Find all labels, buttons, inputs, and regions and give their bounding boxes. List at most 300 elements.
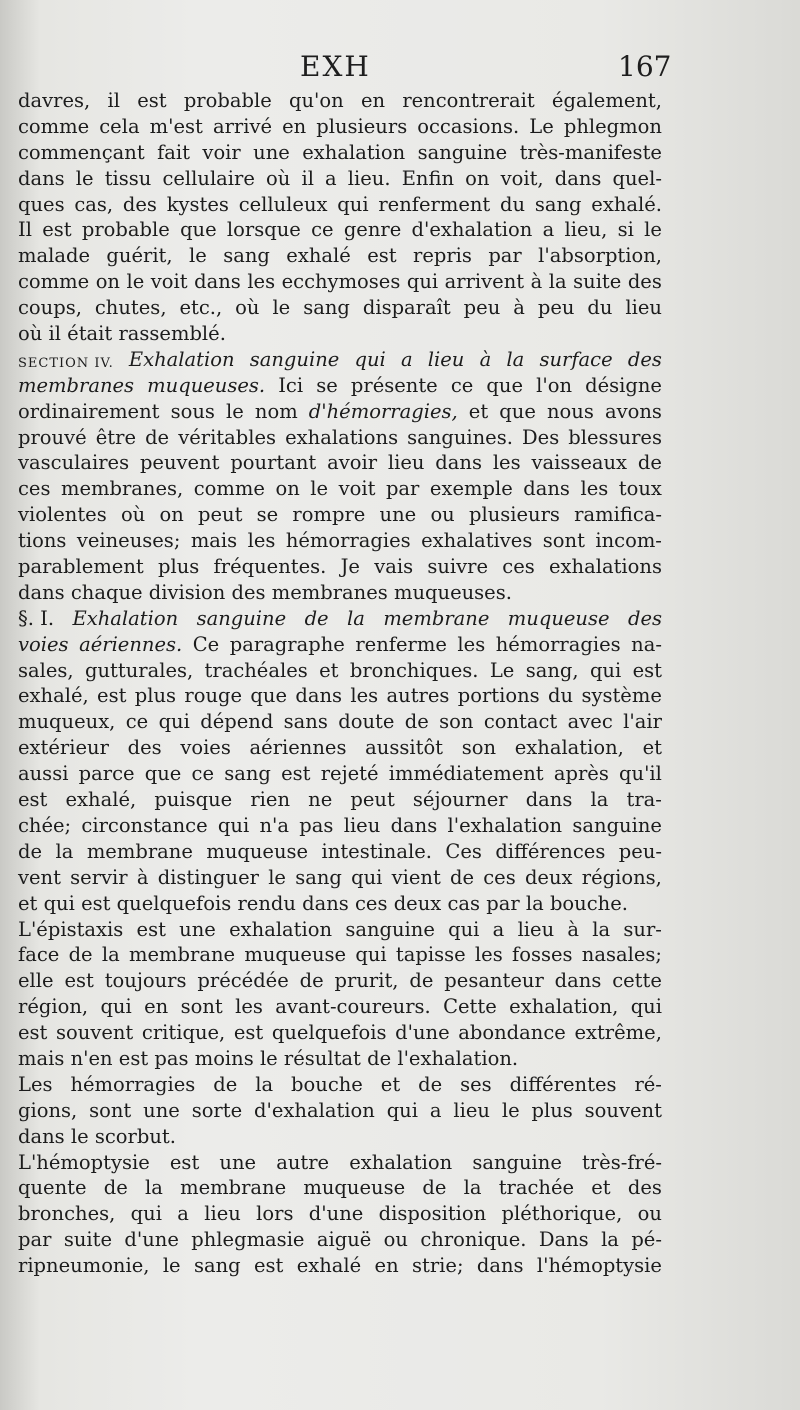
word: ordinairement (18, 399, 160, 423)
paragraph-title-word: muqueuse (507, 606, 610, 630)
word: on (465, 166, 490, 190)
section-title-word: à (479, 347, 492, 371)
word: plus (531, 1098, 573, 1122)
body-text (18, 88, 662, 1279)
word: arrivent (444, 270, 525, 294)
word: voit, (500, 166, 544, 190)
word: ses (460, 1072, 492, 1096)
word: rendu (237, 891, 303, 915)
word: muqueuse (303, 1176, 406, 1200)
word: les (457, 632, 486, 656)
word: plusieurs (468, 503, 560, 527)
text-line (18, 1098, 662, 1124)
word: dans (390, 813, 438, 837)
word: lieu (343, 813, 381, 837)
word: être (95, 425, 136, 449)
word: pourtant (230, 451, 317, 475)
word: vaisseaux (531, 451, 628, 475)
word: nom (254, 399, 298, 423)
text-line (18, 88, 662, 114)
word: suivre (427, 555, 489, 579)
word: lorsque (226, 218, 301, 242)
word: la (592, 917, 611, 941)
word: que (180, 218, 217, 242)
paragraph-title-word: membrane (383, 606, 490, 630)
word: des (627, 270, 662, 294)
word: dans (18, 1124, 71, 1148)
word: m'est (149, 114, 203, 138)
word: abondance (458, 1021, 566, 1045)
section-label: SECTION IV. (18, 355, 114, 371)
text-line (18, 891, 662, 917)
word: hémorragies (285, 529, 411, 553)
word: désigne (585, 373, 662, 397)
word: dans (525, 788, 573, 812)
word: et (468, 399, 489, 423)
word: sorte (191, 1098, 243, 1122)
page-number: 167 (618, 50, 672, 83)
paragraph-title-word: la (347, 606, 365, 630)
word: de (422, 1176, 447, 1200)
word: où (235, 296, 260, 320)
word: lieu, (564, 218, 608, 242)
word: trachéales (204, 658, 308, 682)
word: Il (18, 218, 32, 242)
word: paragraphe (229, 632, 345, 656)
word: pesanteur (444, 969, 544, 993)
word: ce (311, 218, 334, 242)
word: ce (191, 762, 215, 786)
text-line (18, 1175, 662, 1201)
word: le (310, 477, 329, 501)
word: qui (589, 658, 622, 682)
text-line (18, 269, 662, 295)
word: renferment (378, 192, 491, 216)
word: celluleux (238, 192, 328, 216)
word: une (219, 1150, 257, 1174)
word: le (259, 1046, 284, 1070)
word: tissu (104, 166, 152, 190)
word: exhalé, (18, 684, 89, 708)
word: et (18, 891, 44, 915)
word: deux (393, 891, 448, 915)
word: muqueux, (18, 710, 116, 734)
word: strie; (412, 1254, 464, 1278)
word: disposition (378, 1202, 487, 1226)
word: Les (18, 1072, 53, 1096)
word: rompre (292, 503, 366, 527)
word: la (525, 891, 550, 915)
word: dans (523, 477, 570, 501)
word: veineuses; (76, 529, 181, 553)
word: qui (355, 943, 387, 967)
text-line (18, 917, 662, 943)
text-line (18, 502, 662, 528)
word: le (126, 270, 145, 294)
word: qui (386, 1098, 418, 1122)
word: rejeté (320, 762, 379, 786)
word: de (450, 865, 475, 889)
word: d'une (124, 1228, 179, 1252)
word: a (177, 1202, 189, 1226)
word: comme (18, 114, 90, 138)
word: aiguë (316, 1228, 372, 1252)
word: par (385, 477, 420, 501)
paragraph-title-word: sanguine (196, 606, 287, 630)
word: de (409, 969, 434, 993)
text-line (18, 450, 662, 476)
text-line (18, 968, 662, 994)
word: davres, (18, 89, 91, 112)
word: à (530, 270, 543, 294)
word: toujours (104, 969, 187, 993)
word: région, (18, 995, 89, 1019)
text-line (18, 1227, 662, 1253)
word: face (18, 943, 60, 967)
word: peu (537, 296, 575, 320)
paragraph-title-word: Exhalation (72, 606, 179, 630)
word: qui (43, 891, 82, 915)
word: moins (194, 1046, 260, 1070)
word: exhalations (285, 425, 399, 449)
word: aussi (18, 762, 69, 786)
word: dans (435, 451, 482, 475)
text-line (18, 1046, 662, 1072)
text-line (18, 243, 662, 269)
word: hémorragies (495, 632, 621, 656)
word: souvent (56, 1021, 134, 1045)
word: immédiatement (388, 762, 544, 786)
word: etc., (179, 296, 223, 320)
word: sont (180, 995, 223, 1019)
word: membrane (180, 1176, 287, 1200)
word: puisque (154, 788, 233, 812)
word: pléthorique, (501, 1202, 623, 1226)
word: les (580, 477, 609, 501)
word: Enfin (401, 166, 455, 190)
word: membranes, (60, 477, 184, 501)
word: est (253, 1254, 284, 1278)
word: qu'il (619, 762, 662, 786)
word: la (548, 270, 567, 294)
word: chronique. (420, 1228, 527, 1252)
word: par (488, 244, 522, 268)
word: membranes (18, 373, 135, 397)
word: avoir (327, 451, 378, 475)
word: où (18, 322, 49, 346)
word: renferme (355, 632, 447, 656)
word: à (136, 865, 149, 889)
text-line (18, 709, 662, 735)
word: est (367, 244, 397, 268)
word: le (644, 218, 662, 242)
word: en (282, 114, 307, 138)
word: une (179, 917, 216, 941)
section-title-word: des (627, 347, 662, 371)
word: bouche (291, 1072, 363, 1096)
word: deux (524, 865, 573, 889)
word: parablement (18, 555, 144, 579)
word: toux (618, 477, 662, 501)
word: à (513, 296, 525, 320)
word: quelquefois (271, 1021, 387, 1045)
word: est (137, 89, 167, 112)
word: par (486, 891, 526, 915)
word: Le (529, 114, 554, 138)
word: avec (567, 710, 613, 734)
word: kystes (166, 192, 229, 216)
word: à (567, 917, 580, 941)
word: intestinale. (321, 839, 432, 863)
word: il (107, 89, 120, 112)
word: extrême, (574, 1021, 662, 1045)
word: où (120, 503, 146, 527)
word: suite (573, 270, 622, 294)
word: exhalé, (65, 788, 137, 812)
word: doute (338, 710, 395, 734)
word: d'une (395, 1021, 450, 1045)
word: n'a (259, 813, 290, 837)
word: nasales; (581, 943, 662, 967)
word: muqueuses. (147, 373, 266, 397)
word: se (316, 373, 338, 397)
word: ces (355, 891, 394, 915)
word: de (404, 710, 429, 734)
word: se (256, 503, 279, 527)
word: ripneumonie, (18, 1254, 150, 1278)
word: que (499, 399, 536, 423)
word: le (226, 399, 244, 423)
text-line (18, 580, 662, 606)
word: ré- (634, 1072, 662, 1096)
word: probable (183, 89, 272, 112)
word: que (486, 373, 523, 397)
word: très-fré- (582, 1150, 662, 1174)
word: présente (350, 373, 438, 397)
word: est (632, 658, 662, 682)
text-line (18, 528, 662, 554)
word: gutturales, (84, 658, 194, 682)
word: L'hémoptysie (18, 1150, 150, 1174)
word: la (590, 788, 609, 812)
word: le (70, 1124, 95, 1148)
word: sang (223, 244, 270, 268)
word: bouche. (549, 891, 628, 915)
word: et (380, 1072, 401, 1096)
word: sanguine (472, 1150, 562, 1174)
word: la (55, 839, 74, 863)
word: muqueuse (244, 943, 347, 967)
word: genre (343, 218, 402, 242)
word: système (581, 684, 662, 708)
word: exhalations (549, 555, 662, 579)
word: est (18, 788, 48, 812)
word: une (379, 503, 417, 527)
word: Ces (445, 839, 482, 863)
paragraph-label: §. I. (18, 606, 55, 630)
word: malade (18, 244, 91, 268)
word: d'exhalation (411, 218, 533, 242)
word: d'une (308, 1202, 364, 1226)
word: division (148, 580, 232, 604)
word: lieu (517, 917, 555, 941)
word: on (275, 477, 300, 501)
running-head: EXH (300, 50, 371, 83)
word: exhalé (296, 1254, 362, 1278)
text-line (18, 295, 662, 321)
word: les (474, 943, 503, 967)
word: peuvent (139, 451, 220, 475)
word: aériennes (249, 736, 347, 760)
word: na- (631, 632, 662, 656)
word: Je (340, 555, 360, 579)
text-line (18, 761, 662, 787)
word: violentes (18, 503, 107, 527)
word: régions, (581, 865, 662, 889)
word: prurit, (334, 969, 399, 993)
word: sanguine (572, 813, 662, 837)
word: L'épistaxis (18, 917, 124, 941)
word: autre (276, 1150, 330, 1174)
word: de (103, 1176, 128, 1200)
word: suite (63, 1228, 112, 1252)
text-line (18, 1201, 662, 1227)
word: peut (198, 503, 243, 527)
word: bronchiques. (349, 658, 479, 682)
word: lieu (204, 1202, 241, 1226)
word: tions (18, 529, 67, 553)
word: du (548, 684, 574, 708)
word: chée; (18, 813, 72, 837)
word: une (253, 140, 290, 164)
text-line (18, 1072, 662, 1098)
word: comme (193, 477, 265, 501)
word: probable (81, 218, 170, 242)
word: lors (256, 1202, 294, 1226)
word: du (587, 296, 613, 320)
word: peu- (618, 839, 662, 863)
text-line (18, 865, 662, 891)
word: membranes (271, 580, 394, 604)
word: distinguer (157, 865, 259, 889)
word: de (418, 1072, 443, 1096)
word: dans (476, 1254, 524, 1278)
word: mais (18, 1046, 71, 1070)
word: et (319, 658, 339, 682)
word: Ce (192, 632, 220, 656)
text-line (18, 217, 662, 243)
text-line (18, 1253, 662, 1279)
word: a (542, 218, 555, 242)
text-line (18, 114, 662, 140)
word: bronches, (18, 1202, 116, 1226)
word: l'exhalation. (397, 1046, 519, 1070)
text-line (18, 813, 662, 839)
word: nous (546, 399, 594, 423)
word: voit (338, 477, 376, 501)
text-line (18, 1150, 662, 1176)
word: avant-coureurs. (275, 995, 431, 1019)
word: voies (18, 632, 69, 656)
word: trachée (498, 1176, 575, 1200)
word: commençant (18, 140, 145, 164)
word: les (247, 270, 276, 294)
word: parce (78, 762, 135, 786)
word: exhalatives (421, 529, 533, 553)
word: les (350, 684, 379, 708)
word: séjourner (412, 788, 508, 812)
word: est (97, 684, 127, 708)
word: la (463, 1176, 482, 1200)
word: de (145, 425, 170, 449)
word: pas (299, 813, 334, 837)
word: chutes, (94, 296, 167, 320)
word: ou (637, 1202, 662, 1226)
word: le (75, 166, 94, 190)
word: on (95, 270, 120, 294)
word: lieu. (347, 166, 391, 190)
word: coups, (18, 296, 82, 320)
word: Ici (278, 373, 304, 397)
word: rencontrerait (402, 89, 535, 112)
word: exemple (429, 477, 513, 501)
word: qui (630, 995, 662, 1019)
word: où (266, 166, 291, 190)
word: était (67, 322, 119, 346)
text-line (18, 166, 662, 192)
word: chaque (70, 580, 149, 604)
word: exhalation (229, 917, 333, 941)
section-title-word: qui (354, 347, 386, 371)
paragraph-title-word: des (627, 606, 662, 630)
word: occasions. (417, 114, 520, 138)
word: ce (125, 710, 149, 734)
word: le (268, 865, 286, 889)
word: est (136, 917, 166, 941)
word: véritables (178, 425, 277, 449)
word: la (101, 943, 120, 967)
word: voir (202, 140, 241, 164)
word: des (127, 736, 162, 760)
section-title-word: lieu (427, 347, 465, 371)
word: qui (158, 710, 190, 734)
word: l'air (623, 710, 662, 734)
word: de (18, 839, 43, 863)
word: qui (406, 270, 439, 294)
word: voies (180, 736, 231, 760)
word: des (122, 192, 157, 216)
word: arrivé (212, 114, 273, 138)
word: d'exhalation (254, 1098, 375, 1122)
word: ecchymoses (281, 270, 401, 294)
word: membrane (86, 839, 193, 863)
word: sang (193, 1254, 241, 1278)
section-title-word: sanguine (249, 347, 340, 371)
word: autres (386, 684, 450, 708)
word: également, (551, 89, 662, 112)
word: sans (283, 710, 328, 734)
word: ces (502, 555, 535, 579)
word: sang, (525, 658, 579, 682)
word: Cette (443, 995, 497, 1019)
word: de (68, 943, 93, 967)
text-line (18, 658, 662, 684)
word: en (360, 89, 386, 112)
word: n'en (70, 1046, 119, 1070)
section-title-word: a (400, 347, 413, 371)
word: tapisse (395, 943, 466, 967)
word: a (325, 166, 337, 190)
